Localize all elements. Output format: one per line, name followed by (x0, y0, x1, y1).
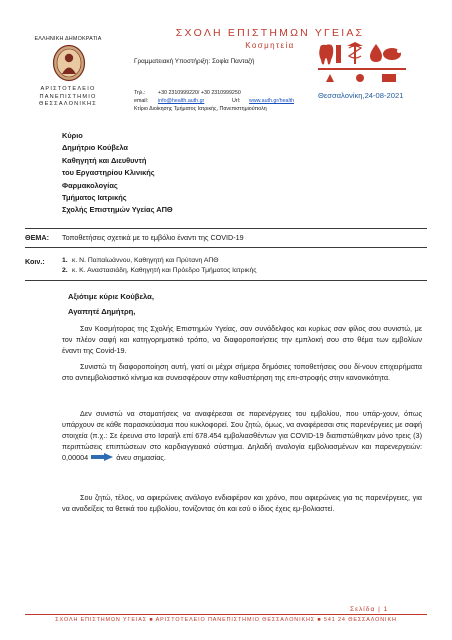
url-link[interactable]: www.auth.gr/health (249, 98, 295, 104)
cc-bottom-rule (25, 280, 427, 281)
page-number: Σελίδα | 1 (350, 606, 389, 613)
cc-label: Κοιν.: (25, 257, 45, 266)
body-paragraph-2: Συνιστώ τη διαφοροποίηση αυτή, γιατί οι μέχρι σήμερα δημόσιες τοποθετήσεις σου δί-νουν επιχειρήματα στο αντιεμβολιαστικό κίνημα και συνεισφέρουν στην καθυστέρηση της επι-στροφής στην κανονικότητα. (62, 362, 422, 382)
recipient-line: Καθηγητή και Διευθυντή (62, 155, 147, 165)
recipient-line: Φαρμακολογίας (62, 180, 118, 190)
recipient-line: Δημήτριο Κούβελα (62, 143, 128, 153)
university-seal-icon (52, 44, 86, 82)
cc-number: 2. (62, 267, 68, 274)
tel-value: +30 2310999220/ +30 2310999250 (158, 90, 241, 96)
body-paragraph-4: Σου ζητώ, τέλος, να αφιερώνεις ανάλογο ενδιαφέρον και χρόνο, που αφιερώνεις για τις παρενέργειες, για να αναδείξεις τα θετικά του εμβολίου, τονίζοντας ότι και εσύ ο ίδιος έχεις εμ-βολιαστεί. (62, 493, 422, 513)
caduceus-icon (347, 42, 363, 64)
university-line: ΠΑΝΕΠΙΣΤΗΜΙΟ (39, 93, 97, 100)
body-paragraph-1: Σαν Κοσμήτορας της Σχολής Επιστημών Υγείας, σαν συνάδελφος και κυρίως σαν φίλος σου συνιστώ, με τον πλέον σαφή και κατηγορηματικό τρόπο, να διαφοροποιήσεις την εμπλοκή σου στο θέμα των εμβολίων έναντι της Covid-19. (62, 324, 422, 355)
secretary-info: Γραμματειακή Υποστήριξη: Σοφία Πανταζή (134, 58, 255, 65)
url-label: Url: (232, 98, 241, 104)
email-label: email: (134, 98, 149, 104)
right-arrow-icon (91, 453, 113, 461)
subject-text: Τοποθετήσεις σχετικά με το εμβόλιο έναντι της COVID-19 (62, 233, 244, 242)
school-title: ΣΧΟΛΗ ΕΠΙΣΤΗΜΩΝ ΥΓΕΙΑΣ (175, 27, 365, 39)
faculty-logo (316, 42, 410, 86)
recipient-line: Σχολής Επιστημών Υγείας ΑΠΘ (62, 205, 173, 215)
footer-address: ΣΧΟΛΗ ΕΠΙΣΤΗΜΩΝ ΥΓΕΙΑΣ ■ ΑΡΙΣΤΟΤΕΛΕΙΟ ΠΑΝΕΠΙΣΤΗΜΙΟ ΘΕΣΣΑΛΟΝΙΚΗΣ ■ 541 24 ΘΕΣΣΑΛΟΝΙΚΗ (55, 617, 397, 623)
cc-number: 1. (62, 257, 68, 264)
recipient-line: του Εργαστηρίου Κλινικής (62, 168, 155, 178)
university-line: ΘΕΣΣΑΛΟΝΙΚΗΣ (39, 101, 97, 108)
footer-rule (25, 614, 427, 615)
body-paragraph-3-text: Δεν συνιστώ να σταματήσεις να αναφέρεσαι σε παρενέργειες του εμβολίου, που υπάρ-χουν, όπως υπάρχουν σε κάθε παρασκεύασμα που κυκλοφορεί. Σου ζητώ, όμως, να αναφέρεσαι στις παρενέργειες με σαφή στοιχεία (π.χ.: Σε έρευνα στο Ισραήλ επί 678.454 εμβολιασθέντων για COVID-19 διαπιστώθηκαν μόνο τρεις (3) περιπτώσεις επιπτώσεων στο καρδιαγγειακό σύστημα. Δηλαδή αναλογία εμβολιασμένων και παρενεργειών: 0,00004 (62, 409, 422, 462)
cc-item: κ. Ν. Παπαϊωάννου, Καθηγητή και Πρύτανη ΑΠΘ (72, 257, 219, 264)
body-paragraph-3-tail: άνευ σημασίας. (116, 452, 166, 462)
body-paragraph-3 (62, 409, 422, 464)
greeting-line: Αξιότιμε κύριε Κούβελα, (68, 292, 154, 301)
email-link[interactable]: info@health.auth.gr (158, 98, 205, 104)
recipient-line: Τμήματος Ιατρικής (62, 193, 127, 203)
university-name (20, 86, 116, 109)
subject-bottom-rule (25, 247, 427, 248)
dean-office-title: Κοσμητεία (245, 41, 295, 50)
document-date: Θεσσαλονίκη,24-08-2021 (318, 91, 404, 100)
tooth-icon (319, 44, 341, 64)
tel-label: Τηλ.: (134, 90, 146, 96)
recipient-line: Κύριο (62, 131, 83, 140)
university-line: ΑΡΙΣΤΟΤΕΛΕΙΟ (40, 86, 96, 92)
subject-label: ΘΕΜΑ: (25, 233, 49, 242)
subject-top-rule (25, 228, 427, 229)
government-label: ΕΛΛΗΝΙΚΗ ΔΗΜΟΚΡΑΤΙΑ (34, 36, 102, 42)
building-info: Κτίριο Διοίκησης Τμήματος Ιατρικής, Πανεπιστημιούπολη (134, 106, 267, 112)
cc-item: κ. Κ. Αναστασιάδη, Καθηγητή και Πρόεδρο Τμήματος Ιατρικής (72, 267, 257, 274)
drop-icon (370, 44, 401, 62)
greeting-line: Αγαπητέ Δημήτρη, (68, 307, 136, 316)
recipient-block (62, 130, 173, 217)
